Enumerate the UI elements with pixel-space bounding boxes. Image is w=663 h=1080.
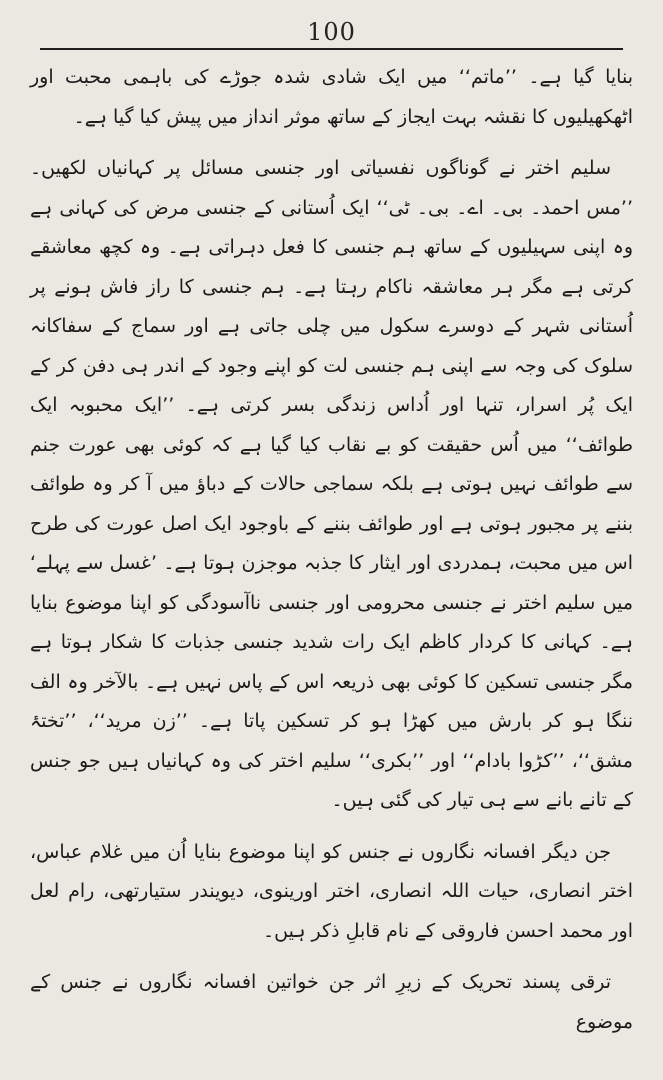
paragraph-3: جن دیگر افسانہ نگاروں نے جنس کو اپنا موضوع بنایا اُن میں غلام عباس، اختر انصاری، حیات اللہ انصاری، اختر اورینوی، دیویندر ستیارتھی، رام لعل اور محمد احسن فاروقی کے نام قابلِ ذکر ہیں۔ [30,840,633,942]
page-body [30,58,633,1054]
paragraph-1: بنایا گیا ہے۔ ’’ماتم‘‘ میں ایک شادی شدہ جوڑے کی باہمی محبت اور اٹھکھیلیوں کا نقشہ بہت ایجاز کے ساتھ موثر انداز میں پیش کیا گیا ہے۔ [30,66,633,128]
page-number: 100 [307,18,356,46]
paragraph-4: ترقی پسند تحریک کے زیرِ اثر جن خواتین افسانہ نگاروں نے جنس کے موضوع [30,971,633,1033]
header-rule [40,48,623,50]
paragraph-2: سلیم اختر نے گوناگوں نفسیاتی اور جنسی مسائل پر کہانیاں لکھیں۔ ’’مس احمد۔ بی۔ اے۔ بی۔ ٹی‘‘ ایک اُستانی کے جنسی مرض کی کہانی ہے وہ اپنی سہیلیوں کے ساتھ ہم جنسی کا فعل دہراتی ہے۔ وہ کچھ معاشقے کرتی ہے مگر ہر معاشقہ ناکام رہتا ہے۔ ہم جنسی کا راز فاش ہونے پر اُستانی شہر کے دوسرے سکول میں چلی جاتی ہے اور سماج کے سفاکانہ سلوک کی وجہ سے اپنی ہم جنسی لت کو اپنے وجود کے اندر ہی دفن کر کے ایک پُر اسرار، تنہا اور اُداس زندگی بسر کرتی ہے۔ ’’ایک محبوبہ ایک طوائف‘‘ میں اُس حقیقت کو بے نقاب کیا گیا ہے کہ کوئی بھی عورت جنم سے طوائف نہیں ہوتی ہے بلکہ سماجی حالات کے دباؤ میں آ کر وہ طوائف بننے پر مجبور ہوتی ہے اور طوائف بننے کے باوجود ایک اصل عورت کی طرح اس میں محبت، ہمدردی اور ایثار کا جذبہ موجزن ہوتا ہے۔ ’غسل سے پہلے‘ میں سلیم اختر نے جنسی محرومی اور جنسی ناآسودگی کو اپنا موضوع بنایا ہے۔ کہانی کا کردار کاظم ایک رات شدید جنسی جذبات کا شکار ہوتا ہے مگر جنسی تسکین کا کوئی بھی ذریعہ اس کے پاس نہیں ہے۔ بالآخر وہ الف ننگا ہو کر بارش میں کھڑا ہو کر تسکین پاتا ہے۔ ’’زن مرید‘‘، ’’تختۂ مشق‘‘، ’’کڑوا بادام‘‘ اور ’’بکری‘‘ سلیم اختر کی وہ کہانیاں ہیں جو جنس کے تانے بانے سے ہی تیار کی گئی ہیں۔ [30,157,633,811]
